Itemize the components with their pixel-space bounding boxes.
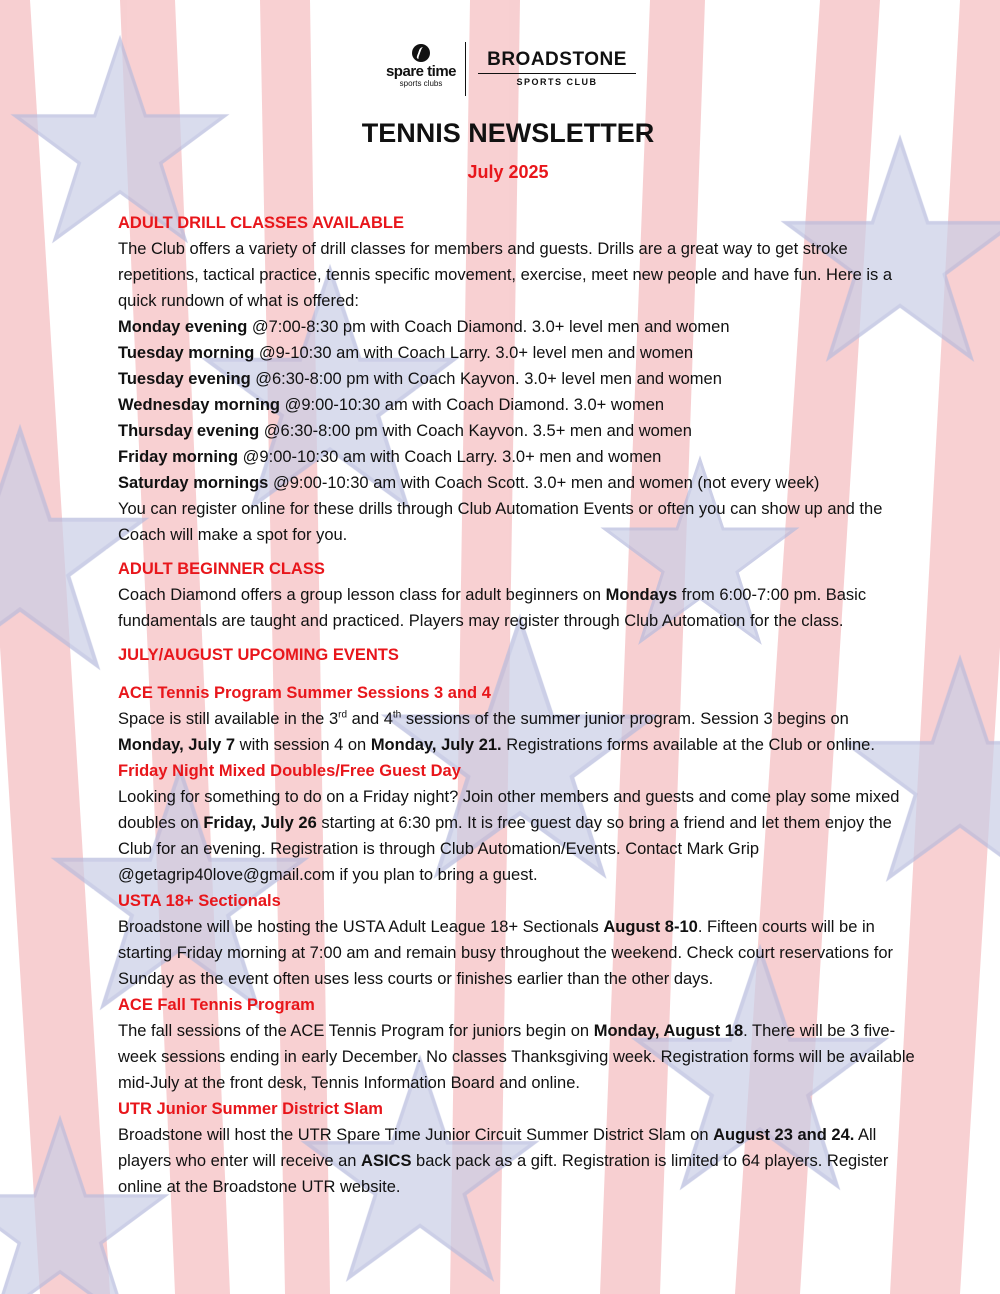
schedule-item [118,444,918,470]
logo-divider [465,42,466,96]
schedule-item [118,392,918,418]
schedule-day: Saturday mornings [118,474,269,492]
page-title: TENNIS NEWSLETTER [361,118,655,148]
drills-outro: You can register online for these drills through Club Automation Events or often you can show up and the Coach will make a spot for you. [118,500,883,544]
events-heading: JULY/AUGUST UPCOMING EVENTS [118,646,399,664]
schedule-item [118,470,918,496]
schedule-detail: @6:30-8:00 pm with Coach Kayvon. 3.5+ men and women [259,422,692,440]
schedule-detail: @7:00-8:30 pm with Coach Diamond. 3.0+ level men and women [247,318,730,336]
schedule-detail: @9:00-10:30 am with Coach Scott. 3.0+ men and women (not every week) [268,474,820,492]
schedule-item [118,366,918,392]
spare-time-mark-icon [412,44,430,62]
broadstone-name: BROADSTONE [487,49,627,70]
ace-summer-text: Space is still available in the 3rd and 4th sessions of the summer junior program. Session 3 begins on Monday, July 7 with session 4 on Monday, July 21. Registrations forms available at the Club or online. [118,709,875,754]
friday-heading: Friday Night Mixed Doubles/Free Guest Day [118,762,461,780]
drills-intro: The Club offers a variety of drill classes for members and guests. Drills are a great way to get stroke repetitions, tactical practice, tennis specific movement, exercise, meet new people and have fun. Here is a quick rundown of what is offered: [118,240,893,310]
ace-summer-heading: ACE Tennis Program Summer Sessions 3 and 4 [118,684,491,702]
newsletter-body [118,210,918,1200]
schedule-detail: @9:00-10:30 am with Coach Larry. 3.0+ men and women [238,448,662,466]
utr-heading: UTR Junior Summer District Slam [118,1100,383,1118]
spare-time-name: spare time [385,63,457,80]
schedule-detail: @9:00-10:30 am with Coach Diamond. 3.0+ women [279,396,665,414]
schedule-detail: @9-10:30 am with Coach Larry. 3.0+ level men and women [254,344,694,362]
schedule-day: Thursday evening [118,422,260,440]
spare-time-logo [382,44,460,88]
schedule-detail: @6:30-8:00 pm with Coach Kayvon. 3.0+ level men and women [250,370,722,388]
issue-date: July 2025 [467,162,549,182]
schedule-day: Tuesday evening [118,370,251,388]
schedule-day: Wednesday morning [118,396,280,414]
spare-time-sub: sports clubs [399,79,443,88]
broadstone-sub: SPORTS CLUB [516,77,598,87]
schedule-item [118,314,918,340]
schedule-day: Friday morning [118,448,239,466]
friday-text: Looking for something to do on a Friday night? Join other members and guests and come play some mixed doubles on Friday, July 26 starting at 6:30 pm. It is free guest day so bring a friend and let them enjoy the Club for an evening. Registration is through Club Automation/Events. Contact Mark Grip @getagrip40love@gmail.com if you plan to bring a guest. [118,788,900,884]
schedule-day: Tuesday morning [118,344,255,362]
schedule-item [118,340,918,366]
schedule-item [118,418,918,444]
usta-heading: USTA 18+ Sectionals [118,892,281,910]
ace-fall-text: The fall sessions of the ACE Tennis Program for juniors begin on Monday, August 18. There will be 3 five-week sessions ending in early December. No classes Thanksgiving week. Registration forms will be available mid-July at the front desk, Tennis Information Board and online. [118,1022,915,1092]
schedule-day: Monday evening [118,318,248,336]
usta-text: Broadstone will be hosting the USTA Adult League 18+ Sectionals August 8-10. Fifteen courts will be in starting Friday morning at 7:00 am and remain busy throughout the weekend. Check court reservations for Sunday as the event often uses less courts or finishes earlier than the other days. [118,918,893,988]
broadstone-rule [478,73,636,74]
beginner-heading: ADULT BEGINNER CLASS [118,560,325,578]
drills-heading: ADULT DRILL CLASSES AVAILABLE [118,214,404,232]
broadstone-logo [478,50,636,87]
utr-text: Broadstone will host the UTR Spare Time Junior Circuit Summer District Slam on August 23 and 24. All players who enter will receive an ASICS back pack as a gift. Registration is limited to 64 players. Register online at the Broadstone UTR website. [118,1126,889,1196]
beginner-text: Coach Diamond offers a group lesson class for adult beginners on Mondays from 6:00-7:00 pm. Basic fundamentals are taught and practiced. Players may register through Club Automation for the class. [118,586,867,630]
ace-fall-heading: ACE Fall Tennis Program [118,996,315,1014]
